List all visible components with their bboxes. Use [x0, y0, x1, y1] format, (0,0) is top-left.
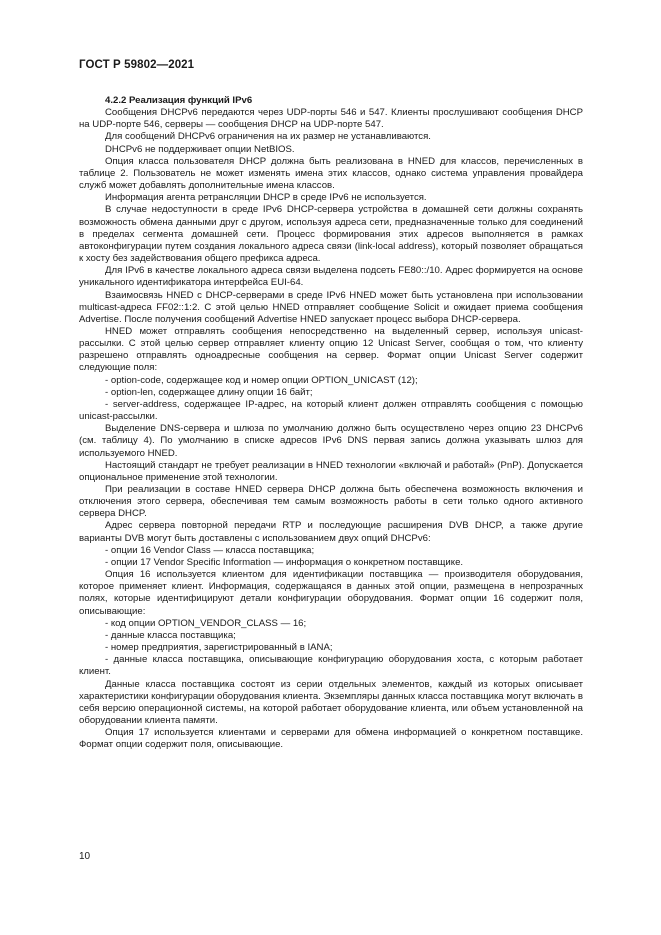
list-item: - данные класса поставщика; [105, 629, 236, 641]
page-number: 10 [79, 851, 91, 862]
paragraph: Информация агента ретрансляции DHCP в среде IPv6 не используется. [105, 192, 427, 204]
paragraph: HNED может отправлять сообщения непосредственно на выделенный сервер, используя unicast-рассылки. С этой целью сервер отправляет клиенту опцию 12 Unicast Server, сообщая о том, что клиенту разрешено отправлять одноадресные сообщения на сервер. Формат опции Unicast Server содержит следующие поля: [79, 325, 583, 374]
paragraph: Адрес сервера повторной передачи RTP и последующие расширения DVB DHCP, а также другие варианты DVB могут быть доставлены с использованием двух опций DHCPv6: [79, 520, 583, 544]
list-item: - option-code, содержащее код и номер опции OPTION_UNICAST (12); [105, 374, 418, 386]
paragraph: Сообщения DHCPv6 передаются через UDP-порты 546 и 547. Клиенты прослушивают сообщения DHCP на UDP-порте 546, серверы — сообщения DHCP на UDP-порте 547. [79, 107, 583, 131]
list-item: - опции 17 Vendor Specific Information — информация о конкретном поставщике. [105, 556, 464, 568]
paragraph: В случае недоступности в среде IPv6 DHCP-сервера устройства в домашней сети должны сохранять возможность обмена данными друг с другом, используя адреса сети, предназначенные только для соединений в пределах сегмента домашней сети. Процесс формирования этих адресов выполняется в рамках автоконфигурации путем создания локального адреса связи (link-local address), который позволяет обращаться к хосту без задействования общего префикса адреса. [79, 204, 583, 265]
paragraph: Взаимосвязь HNED с DHCP-серверами в среде IPv6 HNED может быть установлена при использовании multicast-адреса FF02::1:2. С этой целью HNED отправляет сообщение Solicit и ожидает приема сообщения Advertise. После получения сообщений Advertise HNED запускает процесс выбора DHCP-сервера. [79, 289, 583, 325]
list-item: - option-len, содержащее длину опции 16 байт; [105, 386, 313, 398]
list-item: - номер предприятия, зарегистрированный в IANA; [105, 642, 333, 654]
list-item: - код опции OPTION_VENDOR_CLASS — 16; [105, 617, 307, 629]
list-item: - опции 16 Vendor Class — класса поставщика; [105, 544, 315, 556]
paragraph: При реализации в составе HNED сервера DHCP должна быть обеспечена возможность включения и отключения этого сервера, обеспечивая тем самым возможность работы в сети только одного активного сервера DHCP. [79, 484, 583, 520]
paragraph: Данные класса поставщика состоят из серии отдельных элементов, каждый из которых описывает характеристики конфигурации оборудования клиента. Экземпляры данных класса поставщика могут включать в себя версию операционной системы, на которой работает оборудование клиента, или объем установленной на оборудовании клиента памяти. [79, 678, 583, 726]
paragraph: Настоящий стандарт не требует реализации в HNED технологии «включай и работай» (PnP). Допускается опциональное применение этой технологии. [79, 459, 583, 483]
section-heading: 4.2.2 Реализация функций IPv6 [105, 95, 253, 106]
paragraph: Опция класса пользователя DHCP должна быть реализована в HNED для классов, перечисленных в таблице 2. Пользователь не может изменять имена этих классов, однако система управления провайдера служб может добавлять дополнительные имена классов. [79, 155, 583, 192]
document-header: ГОСТ Р 59802—2021 [79, 59, 195, 71]
paragraph: Опция 16 используется клиентом для идентификации поставщика — производителя оборудования, которое применяет клиент. Информация, содержащаяся в данных этой опции, размещена в непрозрачных полях, которые идентифицируют детали конфигурации оборудования. Формат опции 16 содержит поля, описывающие: [79, 569, 583, 617]
paragraph: DHCPv6 не поддерживает опции NetBIOS. [105, 143, 295, 155]
paragraph: Опция 17 используется клиентами и серверами для обмена информацией о конкретном поставщике. Формат опции содержит поля, описывающие. [79, 727, 583, 751]
list-item: - данные класса поставщика, описывающие конфигурацию оборудования хоста, с которым работает клиент. [79, 654, 583, 678]
paragraph: Выделение DNS-сервера и шлюза по умолчанию должно быть осуществлено через опцию 23 DHCPv6 (см. таблицу 4). По умолчанию в списке адресов IPv6 DNS первая запись должна указывать шлюз для используемого HNED. [79, 423, 583, 459]
list-item: - server-address, содержащее IP-адрес, на который клиент должен отправлять сообщения с помощью unicast-рассылки. [79, 398, 583, 423]
document-body [79, 95, 583, 751]
paragraph: Для IPv6 в качестве локального адреса связи выделена подсеть FE80::/10. Адрес формируется на основе уникального идентификатора интерфейса EUI-64. [79, 265, 583, 289]
paragraph: Для сообщений DHCPv6 ограничения на их размер не устанавливаются. [105, 131, 431, 143]
